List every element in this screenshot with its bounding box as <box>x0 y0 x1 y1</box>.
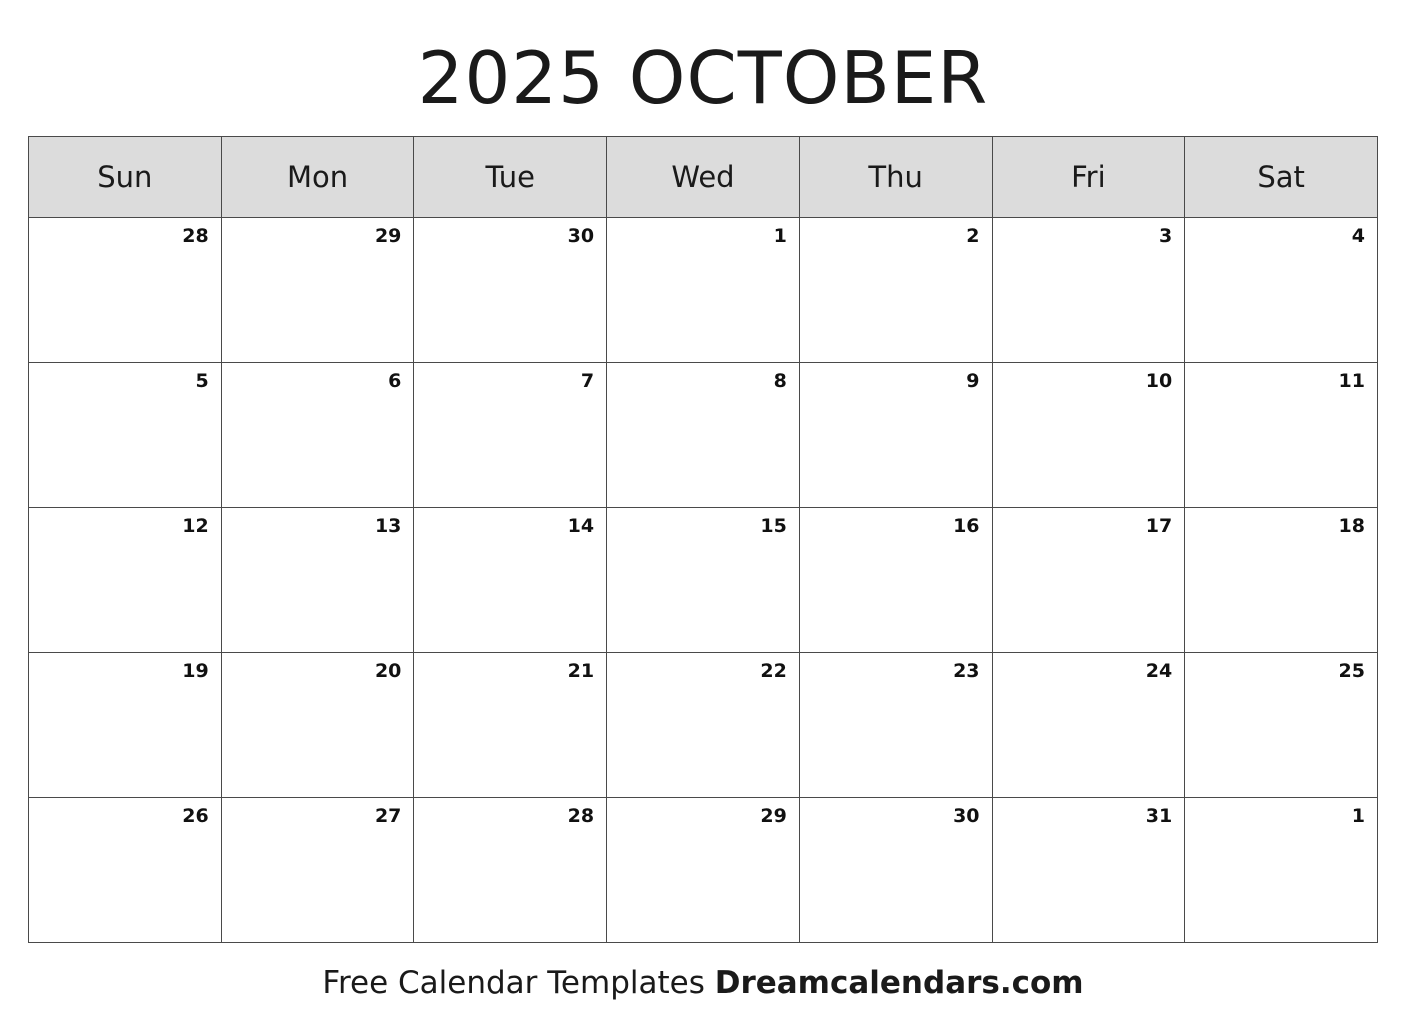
day-cell[interactable] <box>221 363 414 508</box>
day-cell[interactable] <box>799 218 992 363</box>
day-number: 16 <box>953 515 980 537</box>
day-cell[interactable] <box>992 218 1185 363</box>
footer-text: Free Calendar Templates <box>322 965 715 1001</box>
day-number: 21 <box>567 660 595 682</box>
day-number: 25 <box>1338 660 1365 682</box>
day-number: 5 <box>195 370 209 392</box>
day-number: 28 <box>182 225 209 247</box>
day-cell[interactable] <box>1185 798 1378 943</box>
day-cell[interactable] <box>29 363 222 508</box>
day-cell[interactable] <box>414 363 607 508</box>
day-number: 31 <box>1145 805 1173 827</box>
day-cell[interactable] <box>799 798 992 943</box>
day-number: 11 <box>1338 370 1365 392</box>
day-cell[interactable] <box>221 653 414 798</box>
day-number: 9 <box>966 370 980 392</box>
day-cell[interactable] <box>414 218 607 363</box>
day-number: 2 <box>966 225 980 247</box>
weekday-header-thu: Thu <box>799 137 992 218</box>
day-cell[interactable] <box>221 798 414 943</box>
day-cell[interactable] <box>29 653 222 798</box>
calendar-grid <box>28 136 1378 943</box>
day-number: 29 <box>374 225 402 247</box>
day-number: 26 <box>182 805 209 827</box>
day-cell[interactable] <box>992 508 1185 653</box>
calendar-week-row <box>29 798 1378 943</box>
day-cell[interactable] <box>799 653 992 798</box>
day-number: 1 <box>773 225 787 247</box>
calendar-week-row <box>29 508 1378 653</box>
calendar-week-row <box>29 363 1378 508</box>
day-cell[interactable] <box>799 508 992 653</box>
day-cell[interactable] <box>1185 653 1378 798</box>
day-cell[interactable] <box>414 798 607 943</box>
day-number: 14 <box>567 515 595 537</box>
day-number: 29 <box>760 805 787 827</box>
calendar-week-row <box>29 218 1378 363</box>
day-number: 24 <box>1145 660 1173 682</box>
weekday-header-fri: Fri <box>992 137 1185 218</box>
day-number: 13 <box>374 515 402 537</box>
day-cell[interactable] <box>221 218 414 363</box>
day-number: 30 <box>567 225 595 247</box>
day-number: 23 <box>953 660 980 682</box>
footer-credit <box>0 943 1406 1001</box>
day-cell[interactable] <box>799 363 992 508</box>
day-number: 7 <box>580 370 595 392</box>
day-cell[interactable] <box>607 508 800 653</box>
day-number: 10 <box>1145 370 1173 392</box>
day-cell[interactable] <box>29 798 222 943</box>
weekday-header-tue: Tue <box>414 137 607 218</box>
day-number: 4 <box>1351 225 1365 247</box>
day-number: 28 <box>567 805 595 827</box>
weekday-header-row <box>29 137 1378 218</box>
day-number: 30 <box>953 805 980 827</box>
footer-brand[interactable]: Dreamcalendars.com <box>714 965 1084 1001</box>
day-number: 8 <box>773 370 787 392</box>
calendar-week-row <box>29 653 1378 798</box>
day-cell[interactable] <box>607 363 800 508</box>
day-number: 18 <box>1338 515 1365 537</box>
day-cell[interactable] <box>414 508 607 653</box>
day-cell[interactable] <box>607 218 800 363</box>
day-cell[interactable] <box>1185 508 1378 653</box>
weekday-header-wed: Wed <box>607 137 800 218</box>
day-cell[interactable] <box>29 508 222 653</box>
day-number: 1 <box>1351 805 1365 827</box>
day-number: 19 <box>182 660 209 682</box>
day-number: 17 <box>1145 515 1173 537</box>
day-cell[interactable] <box>992 798 1185 943</box>
day-cell[interactable] <box>992 653 1185 798</box>
day-cell[interactable] <box>221 508 414 653</box>
day-number: 15 <box>760 515 787 537</box>
weekday-header-mon: Mon <box>221 137 414 218</box>
weekday-header-sun: Sun <box>29 137 222 218</box>
day-cell[interactable] <box>992 363 1185 508</box>
day-number: 27 <box>374 805 402 827</box>
day-number: 6 <box>388 370 402 392</box>
day-cell[interactable] <box>607 653 800 798</box>
page-title: 2025 OCTOBER <box>417 36 989 120</box>
day-cell[interactable] <box>414 653 607 798</box>
day-number: 20 <box>374 660 402 682</box>
day-number: 22 <box>760 660 787 682</box>
day-cell[interactable] <box>1185 363 1378 508</box>
day-cell[interactable] <box>29 218 222 363</box>
day-number: 3 <box>1158 225 1173 247</box>
day-number: 12 <box>182 515 209 537</box>
day-cell[interactable] <box>1185 218 1378 363</box>
weekday-header-sat: Sat <box>1185 137 1378 218</box>
day-cell[interactable] <box>607 798 800 943</box>
